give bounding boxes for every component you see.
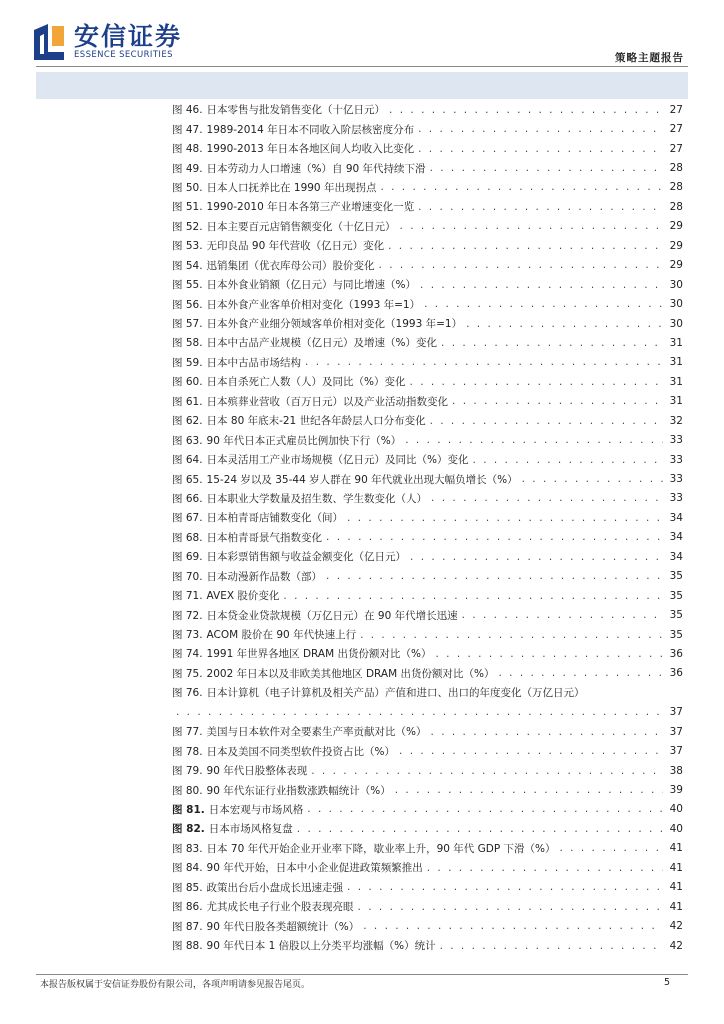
figure-page: 35 — [669, 609, 683, 622]
figure-page: 42 — [669, 939, 683, 952]
toc-entry[interactable] — [172, 236, 683, 255]
toc-entry[interactable] — [172, 469, 683, 488]
figure-page: 41 — [669, 842, 683, 855]
figure-label: 图 49. — [172, 162, 203, 175]
toc-entry[interactable] — [172, 197, 683, 216]
toc-entry[interactable] — [172, 178, 683, 197]
leader-dots — [176, 706, 663, 718]
figure-page: 28 — [669, 162, 683, 175]
figure-page: 37 — [669, 725, 683, 738]
leader-dots — [400, 220, 663, 232]
leader-dots — [418, 201, 663, 213]
figure-label: 图 52. — [172, 220, 203, 233]
figure-page: 31 — [669, 395, 683, 408]
figure-label: 图 46. — [172, 104, 203, 117]
footer-disclaimer: 本报告版权属于安信证券股份有限公司，各项声明请参见报告尾页。 — [40, 980, 311, 990]
leader-dots — [462, 609, 663, 621]
leader-dots — [410, 551, 663, 563]
leader-dots — [326, 570, 663, 582]
toc-entry[interactable] — [172, 722, 683, 741]
leader-dots — [430, 415, 663, 427]
leader-dots — [305, 356, 663, 368]
figure-label: 图 56. — [172, 298, 203, 311]
toc-entry[interactable] — [172, 625, 683, 644]
figure-title: 日本殡葬业营收（百万日元）以及产业活动指数变化 — [206, 395, 449, 408]
leader-dots — [473, 454, 663, 466]
toc-entry[interactable] — [172, 489, 683, 508]
figure-title: 日本 80 年底末-21 世纪各年龄层人口分布变化 — [206, 415, 426, 428]
toc-entry[interactable] — [172, 275, 683, 294]
figure-label: 图 61. — [172, 395, 203, 408]
figure-page: 29 — [669, 259, 683, 272]
figure-page: 38 — [669, 764, 683, 777]
toc-entry[interactable] — [172, 119, 683, 138]
leader-dots — [283, 590, 663, 602]
figure-page: 35 — [669, 570, 683, 583]
leader-dots — [363, 920, 663, 932]
toc-entry[interactable] — [172, 605, 683, 624]
toc-entry[interactable] — [172, 567, 683, 586]
figure-page: 37 — [669, 745, 683, 758]
figure-label: 图 64. — [172, 454, 203, 467]
figure-title: 日本外食产业客单价相对变化（1993 年=1） — [206, 298, 421, 311]
company-logo — [32, 22, 182, 62]
leader-dots — [418, 143, 663, 155]
figure-title: 日本主要百元店销售额变化（十亿日元） — [206, 220, 396, 233]
leader-dots — [466, 318, 663, 330]
toc-entry[interactable] — [172, 528, 683, 547]
leader-dots — [424, 298, 663, 310]
leader-dots — [399, 745, 663, 757]
toc-entry[interactable] — [172, 450, 683, 469]
figure-label: 图 71. — [172, 590, 203, 603]
figure-title: 1989-2014 年日本不同收入阶层核密度分布 — [206, 123, 415, 136]
figure-label: 图 51. — [172, 201, 203, 214]
figure-title: 1991 年世界各地区 DRAM 出货份额对比（%） — [206, 648, 432, 661]
figure-label: 图 84. — [172, 862, 203, 875]
figure-label: 图 59. — [172, 356, 203, 369]
figure-page: 27 — [669, 123, 683, 136]
figure-page: 37 — [669, 706, 683, 719]
leader-dots — [418, 123, 663, 135]
toc-entry[interactable] — [172, 664, 683, 683]
leader-dots — [498, 667, 663, 679]
leader-dots — [431, 726, 663, 738]
toc-entry[interactable] — [172, 314, 683, 333]
figure-page: 27 — [669, 103, 683, 116]
toc-entry-continuation[interactable] — [172, 703, 683, 722]
leader-dots — [347, 512, 663, 524]
toc-entry[interactable] — [172, 411, 683, 430]
brand-name-cn: 安信证券 — [74, 22, 183, 51]
figure-title: 日本及美国不同类型软件投资占比（%） — [206, 745, 396, 758]
figure-page: 32 — [669, 414, 683, 427]
header-band — [36, 72, 688, 99]
toc-entry[interactable] — [172, 430, 683, 449]
figure-title: 日本零售与批发销售变化（十亿日元） — [206, 104, 386, 117]
figure-title: 日本 70 年代开始企业开业率下降，歇业率上升，90 年代 GDP 下滑（%） — [206, 842, 556, 855]
toc-entry[interactable] — [172, 353, 683, 372]
leader-dots — [307, 803, 663, 815]
leader-dots — [405, 434, 663, 446]
figure-title: 90 年代日股各类超额统计（%） — [206, 920, 360, 933]
figure-index — [172, 100, 683, 955]
figure-title: 日本中古品产业规模（亿日元）及增速（%）变化 — [206, 337, 438, 350]
header-divider — [36, 66, 688, 67]
figure-label: 图 60. — [172, 376, 203, 389]
leader-dots — [347, 881, 663, 893]
figure-page: 36 — [669, 647, 683, 660]
figure-label: 图 70. — [172, 570, 203, 583]
figure-title: 2002 年日本以及非欧美其他地区 DRAM 出货份额对比（%） — [206, 667, 495, 680]
figure-label: 图 83. — [172, 842, 203, 855]
logo-mark-icon — [32, 22, 66, 62]
leader-dots — [440, 940, 663, 952]
toc-entry[interactable] — [172, 372, 683, 391]
report-type: 策略主题报告 — [615, 52, 684, 64]
figure-page: 30 — [669, 317, 683, 330]
toc-entry[interactable] — [172, 644, 683, 663]
figure-page: 33 — [669, 473, 683, 486]
figure-page: 41 — [669, 861, 683, 874]
leader-dots — [441, 337, 663, 349]
toc-entry[interactable] — [172, 508, 683, 527]
figure-title: 日本自杀死亡人数（人）及同比（%）变化 — [206, 376, 406, 389]
toc-entry[interactable] — [172, 780, 683, 799]
figure-title: 90 年代日本 1 倍股以上分类平均涨幅（%）统计 — [206, 940, 436, 953]
figure-page: 42 — [669, 920, 683, 933]
figure-page: 27 — [669, 142, 683, 155]
figure-page: 34 — [669, 511, 683, 524]
toc-entry[interactable] — [172, 333, 683, 352]
figure-page: 36 — [669, 667, 683, 680]
page-header — [0, 0, 724, 100]
figure-title: 日本灵活用工产业市场规模（亿日元）及同比（%）变化 — [206, 454, 469, 467]
figure-title: 政策出台后小盘成长迅速走强 — [206, 881, 344, 894]
figure-label: 图 81. — [172, 803, 205, 816]
toc-entry[interactable] — [172, 586, 683, 605]
toc-entry[interactable] — [172, 256, 683, 275]
figure-label: 图 82. — [172, 823, 205, 836]
figure-title: 日本柏青哥店铺数变化（间） — [206, 512, 344, 525]
toc-entry[interactable] — [172, 217, 683, 236]
figure-title: 90 年代东证行业指数涨跌幅统计（%） — [206, 784, 391, 797]
toc-entry[interactable] — [172, 916, 683, 935]
figure-label: 图 74. — [172, 648, 203, 661]
leader-dots — [389, 104, 663, 116]
figure-label: 图 73. — [172, 629, 203, 642]
figure-page: 29 — [669, 239, 683, 252]
figure-page: 33 — [669, 453, 683, 466]
figure-title: 日本外食业销额（亿日元）与同比增速（%） — [206, 279, 417, 292]
toc-entry[interactable] — [172, 294, 683, 313]
figure-label: 图 72. — [172, 609, 203, 622]
figure-title: 日本宏观与市场风格 — [208, 803, 304, 816]
leader-dots — [420, 279, 663, 291]
leader-dots — [311, 765, 663, 777]
figure-page: 41 — [669, 881, 683, 894]
figure-page: 28 — [669, 181, 683, 194]
figure-label: 图 76. — [172, 687, 203, 700]
figure-page: 31 — [669, 375, 683, 388]
toc-entry[interactable] — [172, 139, 683, 158]
figure-title: 日本外食产业细分领域客单价相对变化（1993 年=1） — [206, 318, 463, 331]
figure-label: 图 68. — [172, 531, 203, 544]
leader-dots — [360, 629, 663, 641]
figure-label: 图 66. — [172, 492, 203, 505]
toc-entry[interactable] — [172, 158, 683, 177]
figure-label: 图 62. — [172, 415, 203, 428]
figure-page: 31 — [669, 356, 683, 369]
footer-divider — [36, 974, 688, 975]
figure-title: 日本职业大学数量及招生数、学生数变化（人） — [206, 492, 428, 505]
figure-page: 41 — [669, 900, 683, 913]
figure-label: 图 77. — [172, 726, 203, 739]
leader-dots — [427, 862, 663, 874]
figure-label: 图 85. — [172, 881, 203, 894]
figure-page: 35 — [669, 628, 683, 641]
figure-title: 日本中古品市场结构 — [206, 356, 302, 369]
figure-title: 尤其成长电子行业个股表现亮眼 — [206, 901, 354, 914]
figure-label: 图 87. — [172, 920, 203, 933]
figure-title: 90 年代日股整体表现 — [206, 765, 308, 778]
toc-entry[interactable] — [172, 392, 683, 411]
figure-label: 图 78. — [172, 745, 203, 758]
figure-title: 无印良品 90 年代营收（亿日元）变化 — [206, 240, 385, 253]
figure-label: 图 58. — [172, 337, 203, 350]
figure-label: 图 53. — [172, 240, 203, 253]
figure-label: 图 55. — [172, 279, 203, 292]
figure-title: ACOM 股价在 90 年代快速上行 — [206, 629, 357, 642]
toc-entry[interactable] — [172, 741, 683, 760]
figure-label: 图 86. — [172, 901, 203, 914]
figure-page: 31 — [669, 336, 683, 349]
figure-title: 日本人口抚养比在 1990 年出现拐点 — [206, 181, 377, 194]
leader-dots — [435, 648, 663, 660]
figure-page: 33 — [669, 492, 683, 505]
figure-page: 29 — [669, 220, 683, 233]
figure-label: 图 48. — [172, 143, 203, 156]
figure-label: 图 57. — [172, 318, 203, 331]
figure-label: 图 50. — [172, 181, 203, 194]
toc-entry[interactable] — [172, 547, 683, 566]
brand-name-en: ESSENCE SECURITIES — [74, 50, 173, 60]
figure-title: 日本柏青哥景气指数变化 — [206, 531, 323, 544]
figure-label: 图 67. — [172, 512, 203, 525]
figure-title: 15-24 岁以及 35-44 岁人群在 90 年代就业出现大幅负增长（%） — [206, 473, 518, 486]
figure-label: 图 88. — [172, 940, 203, 953]
toc-entry[interactable] — [172, 897, 683, 916]
figure-title: 日本贷金业贷款规模（万亿日元）在 90 年代增长迅速 — [206, 609, 458, 622]
leader-dots — [410, 376, 663, 388]
figure-page: 40 — [669, 803, 683, 816]
figure-page: 40 — [669, 822, 683, 835]
figure-label: 图 65. — [172, 473, 203, 486]
leader-dots — [560, 842, 664, 854]
toc-entry[interactable] — [172, 683, 683, 702]
toc-entry[interactable] — [172, 100, 683, 119]
figure-page: 30 — [669, 278, 683, 291]
figure-label: 图 80. — [172, 784, 203, 797]
toc-entry[interactable] — [172, 936, 683, 955]
toc-entry[interactable] — [172, 878, 683, 897]
figure-label: 图 75. — [172, 667, 203, 680]
leader-dots — [379, 259, 663, 271]
figure-title: 90 年代日本正式雇员比例加快下行（%） — [206, 434, 402, 447]
page-number: 5 — [663, 977, 670, 988]
leader-dots — [388, 240, 663, 252]
leader-dots — [431, 492, 663, 504]
figure-title: AVEX 股价变化 — [206, 590, 280, 603]
figure-label: 图 79. — [172, 765, 203, 778]
figure-label: 图 47. — [172, 123, 203, 136]
figure-page: 34 — [669, 531, 683, 544]
figure-page: 35 — [669, 589, 683, 602]
leader-dots — [395, 784, 663, 796]
figure-title: 日本劳动力人口增速（%）自 90 年代持续下滑 — [206, 162, 426, 175]
figure-page: 28 — [669, 200, 683, 213]
figure-title: 日本计算机（电子计算机及相关产品）产值和进口、出口的年度变化（万亿日元） — [206, 687, 585, 700]
figure-title: 日本动漫新作品数（部） — [206, 570, 323, 583]
toc-entry[interactable] — [172, 858, 683, 877]
toc-entry[interactable] — [172, 761, 683, 780]
leader-dots — [380, 181, 663, 193]
figure-title: 1990-2010 年日本各第三产业增速变化一览 — [206, 201, 415, 214]
figure-title: 迅销集团（优衣库母公司）股价变化 — [206, 259, 375, 272]
figure-title: 日本市场风格复盘 — [208, 823, 293, 836]
leader-dots — [430, 162, 663, 174]
figure-page: 34 — [669, 550, 683, 563]
figure-label: 图 69. — [172, 551, 203, 564]
figure-title: 日本彩票销售额与收益金额变化（亿日元） — [206, 551, 407, 564]
figure-title: 90 年代开始，日本中小企业促进政策频繁推出 — [206, 862, 423, 875]
leader-dots — [452, 395, 663, 407]
figure-label: 图 54. — [172, 259, 203, 272]
figure-title: 美国与日本软件对全要素生产率贡献对比（%） — [206, 726, 427, 739]
toc-entry[interactable] — [172, 800, 683, 819]
toc-entry[interactable] — [172, 839, 683, 858]
figure-page: 30 — [669, 298, 683, 311]
toc-entry[interactable] — [172, 819, 683, 838]
leader-dots — [297, 823, 663, 835]
figure-page: 39 — [669, 784, 683, 797]
leader-dots — [326, 531, 663, 543]
leader-dots — [522, 473, 663, 485]
leader-dots — [358, 901, 663, 913]
figure-title: 1990-2013 年日本各地区间人均收入比变化 — [206, 143, 415, 156]
figure-page: 33 — [669, 434, 683, 447]
figure-label: 图 63. — [172, 434, 203, 447]
